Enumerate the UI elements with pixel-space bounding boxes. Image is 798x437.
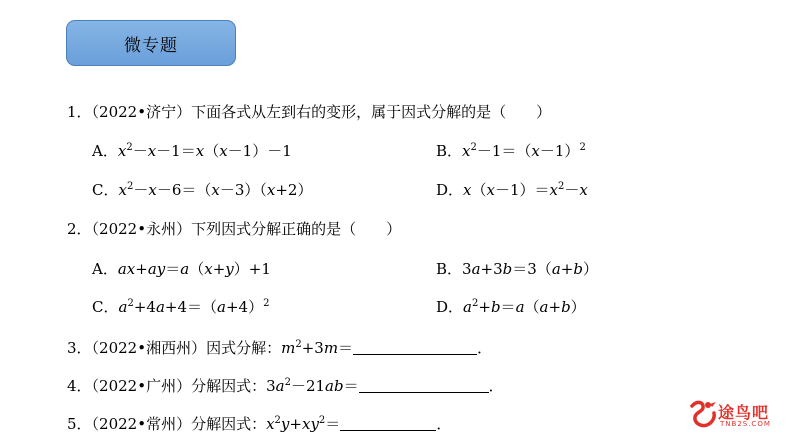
watermark-text: 途鸟吧: [718, 403, 770, 422]
question-3-stem: 3．（2022•湘西州）因式分解：: [67, 339, 282, 357]
question-2-option-c: C．$a^2+4a+4=(a+4)^2$: [92, 298, 270, 316]
question-2-option-b: B．3a+3b＝3（a+b）: [436, 260, 598, 278]
question-2-option-a: A．ax+ay＝a（x+y）+1: [92, 260, 271, 278]
bird-logo-icon: [688, 398, 718, 430]
question-1-option-d: D．$x(x-1)=x^2-x$: [436, 181, 588, 199]
topic-title-box: [66, 20, 236, 66]
answer-blank-3: [353, 340, 477, 355]
site-watermark: [688, 398, 792, 432]
question-2-stem: 2．（2022•永州）下列因式分解正确的是（ ）: [67, 220, 402, 238]
topic-title: 微专题: [124, 35, 178, 56]
question-4: 4．（2022•广州）分解因式：$3a^2-21ab=$ ．: [67, 377, 504, 395]
question-1-option-a: A．$x^2-x-1=x(x-1)-1$: [92, 142, 292, 160]
question-1-option-b: B．$x^2-1=(x-1)^2$: [436, 142, 586, 160]
question-3: 3．（2022•湘西州）因式分解：$m^2+3m=$ ．: [67, 339, 493, 357]
question-1-option-c: C．$x^2-x-6=(x-3)(x+2)$: [92, 181, 313, 199]
answer-blank-5: [340, 416, 436, 431]
question-5: 5．（2022•常州）分解因式：$x^2y+xy^2=$ ．: [67, 415, 452, 433]
question-4-stem: 4．（2022•广州）分解因式：: [67, 377, 267, 395]
watermark-url: TNB2S.COM: [720, 420, 771, 428]
question-1-stem: 1．（2022•济宁）下面各式从左到右的变形，属于因式分解的是（ ）: [67, 103, 552, 121]
question-5-stem: 5．（2022•常州）分解因式：: [67, 415, 267, 433]
question-2-option-d: D．$a^2+b=a(a+b)$: [436, 298, 586, 316]
answer-blank-4: [359, 378, 489, 393]
